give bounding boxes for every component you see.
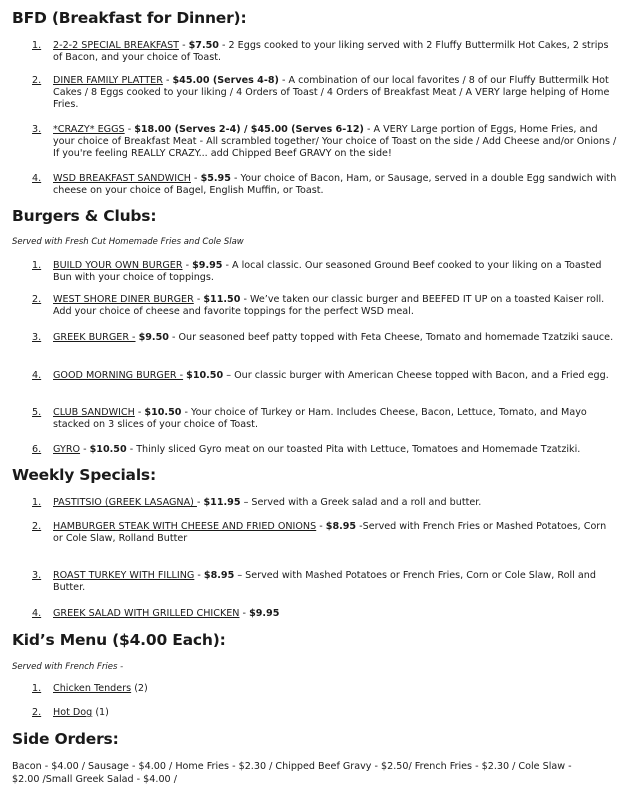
item-number: 3. bbox=[32, 570, 42, 581]
item-name: 2-2-2 SPECIAL BREAKFAST bbox=[53, 40, 180, 51]
item-number: 3. bbox=[32, 332, 42, 343]
item-description: - Thinly sliced Gyro meat on our toasted Pita with Lettuce, Tomatoes and Homemade Tzatziki. bbox=[126, 444, 581, 455]
section-heading-weekly: Weekly Specials: bbox=[12, 466, 156, 484]
item-price: $8.95 bbox=[325, 521, 357, 532]
item-price: $11.50 bbox=[203, 294, 241, 305]
item-description: (1) bbox=[95, 707, 109, 718]
item-number: 4. bbox=[32, 608, 42, 619]
item-description: - Your choice of Bacon, Ham, or Sausage, served in a double Egg sandwich with cheese on your choice of Bagel, English Muffin, or Toast. bbox=[53, 173, 617, 196]
list-item bbox=[32, 707, 617, 719]
item-name: ROAST TURKEY WITH FILLING bbox=[53, 570, 195, 581]
item-description: - We’ve taken our classic burger and BEEFED IT UP on a toasted Kaiser roll. Add your choice of cheese and favorite toppings for the perfect WSD meal. bbox=[53, 294, 605, 317]
item-number: 2. bbox=[32, 521, 42, 532]
item-name: GREEK SALAD WITH GRILLED CHICKEN bbox=[53, 608, 240, 619]
section-heading-burgers: Burgers & Clubs: bbox=[12, 207, 157, 225]
item-name: PASTITSIO (GREEK LASAGNA) bbox=[53, 497, 197, 508]
item-price: $9.95 bbox=[192, 260, 223, 271]
list-item bbox=[32, 370, 617, 382]
item-price: $9.50 bbox=[138, 332, 169, 343]
section-note-kids: Served with French Fries - bbox=[12, 662, 124, 672]
list-item: 6. GYRO - $10.50 - Thinly sliced Gyro meat on our toasted Pita with Lettuce, Tomatoes and Homemade Tzatziki. bbox=[32, 444, 581, 455]
item-name: HAMBURGER STEAK WITH CHEESE AND FRIED ONIONS bbox=[53, 521, 317, 532]
item-name: GOOD MORNING BURGER - bbox=[53, 370, 184, 381]
list-item bbox=[32, 683, 617, 695]
item-name: CLUB SANDWICH bbox=[53, 407, 135, 418]
item-description: - A combination of our local favorites / 8 of our Fluffy Buttermilk Hot Cakes / 8 Eggs cooked to your liking / 4 Orders of Toast / 4 Orders of Breakfast Meat / A VERY large helping of Home Fries. bbox=[53, 75, 610, 110]
item-price: $7.50 bbox=[188, 40, 219, 51]
item-number: 4. bbox=[32, 173, 42, 184]
item-description: (2) bbox=[134, 683, 148, 694]
item-price: $10.50 bbox=[89, 444, 127, 455]
item-name: DINER FAMILY PLATTER bbox=[53, 75, 163, 86]
list-item: 4. GREEK SALAD WITH GRILLED CHICKEN - $9.95 bbox=[32, 608, 280, 619]
item-description: - A VERY Large portion of Eggs, Home Fries, and your choice of Breakfast Meat - All scrambled together/ Your choice of Toast on the side / Add Cheese and/or Onions / If you're feeling REALLY CRAZY... add Chipped Beef GRAVY on the side! bbox=[53, 124, 617, 159]
item-description: - Your choice of Turkey or Ham. Includes Cheese, Bacon, Lettuce, Tomato, and Mayo stacked on 3 slices of your choice of Toast. bbox=[53, 407, 587, 430]
item-name: WEST SHORE DINER BURGER bbox=[53, 294, 194, 305]
item-name: GREEK BURGER - bbox=[53, 332, 136, 343]
item-price: $10.50 bbox=[144, 407, 182, 418]
section-heading-sides: Side Orders: bbox=[12, 730, 119, 748]
item-price: $11.95 bbox=[203, 497, 241, 508]
item-price: $5.95 bbox=[200, 173, 231, 184]
item-name: Chicken Tenders bbox=[53, 683, 132, 694]
item-description: – Served with a Greek salad and a roll and butter. bbox=[240, 497, 482, 508]
item-name: WSD BREAKFAST SANDWICH bbox=[53, 173, 191, 184]
item-number: 5. bbox=[32, 407, 42, 418]
item-number: 2. bbox=[32, 707, 42, 718]
item-name: GYRO bbox=[53, 444, 81, 455]
side-orders-text: Bacon - $4.00 / Sausage - $4.00 / Home Fries - $2.30 / Chipped Beef Gravy - $2.50/ French Fries - $2.30 / Cole Slaw - $2.00 /Small Greek Salad - $4.00 / bbox=[12, 761, 572, 785]
item-number: 6. bbox=[32, 444, 42, 455]
list-item: 5. CLUB SANDWICH - $10.50 - Your choice of Turkey or Ham. Includes Cheese, Bacon, Lettuce, Tomato, and Mayo stacked on 3 slices of your choice of Toast. bbox=[32, 407, 587, 430]
section-heading-kids: Kid’s Menu ($4.00 Each): bbox=[12, 631, 226, 649]
section-note-burgers: Served with Fresh Cut Homemade Fries and Cole Slaw bbox=[12, 237, 244, 247]
item-name: *CRAZY* EGGS bbox=[53, 124, 125, 135]
item-price: $45.00 (Serves 4-8) bbox=[172, 75, 279, 86]
item-number: 2. bbox=[32, 75, 42, 86]
item-description: - Our seasoned beef patty topped with Feta Cheese, Tomato and homemade Tzatziki sauce. bbox=[168, 332, 614, 343]
item-description: - 2 Eggs cooked to your liking served with 2 Fluffy Buttermilk Hot Cakes, 2 strips of Bacon, and your choice of Toast. bbox=[53, 40, 609, 63]
item-number: 4. bbox=[32, 370, 42, 381]
item-name: BUILD YOUR OWN BURGER bbox=[53, 260, 183, 271]
section-heading-bfd: BFD (Breakfast for Dinner): bbox=[12, 9, 247, 27]
item-number: 2. bbox=[32, 294, 42, 305]
item-description: -Served with French Fries or Mashed Potatoes, Corn or Cole Slaw, Rolland Butter bbox=[53, 521, 607, 544]
item-number: 1. bbox=[32, 260, 42, 271]
list-item: 3. *CRAZY* EGGS - $18.00 (Serves 2-4) / $45.00 (Serves 6-12) - A VERY Large portion of Eggs, Home Fries, and your choice of Breakfast Meat - All scrambled together/ Your choice of Toast on the side / Add Cheese and/or Onions / If you're feeling REALLY CRAZY... add Chipped Beef GRAVY on the side! bbox=[32, 124, 617, 159]
list-item: 3. ROAST TURKEY WITH FILLING - $8.95 – Served with Mashed Potatoes or French Fries, Corn or Cole Slaw, Roll and Butter. bbox=[32, 570, 596, 593]
item-name: Hot Dog bbox=[53, 707, 93, 718]
list-item: 2. WEST SHORE DINER BURGER - $11.50 - We’ve taken our classic burger and BEEFED IT UP on a toasted Kaiser roll. Add your choice of cheese and favorite toppings for the perfect WSD meal. bbox=[32, 294, 605, 317]
item-number: 1. bbox=[32, 683, 42, 694]
list-item: 2. HAMBURGER STEAK WITH CHEESE AND FRIED ONIONS - $8.95 -Served with French Fries or Mashed Potatoes, Corn or Cole Slaw, Rolland Butter bbox=[32, 521, 607, 544]
item-description: - A local classic. Our seasoned Ground Beef cooked to your liking on a Toasted Bun with your choice of toppings. bbox=[53, 260, 602, 283]
list-item: 1. PASTITSIO (GREEK LASAGNA) - $11.95 – Served with a Greek salad and a roll and butter. bbox=[32, 497, 482, 508]
item-price: $10.50 bbox=[186, 370, 224, 381]
item-number: 1. bbox=[32, 497, 42, 508]
list-item bbox=[32, 332, 617, 344]
list-item: 1. BUILD YOUR OWN BURGER - $9.95 - A local classic. Our seasoned Ground Beef cooked to your liking on a Toasted Bun with your choice of toppings. bbox=[32, 260, 602, 283]
item-description: – Served with Mashed Potatoes or French Fries, Corn or Cole Slaw, Roll and Butter. bbox=[53, 570, 596, 593]
item-number: 1. bbox=[32, 40, 42, 51]
list-item: 4. WSD BREAKFAST SANDWICH - $5.95 - Your choice of Bacon, Ham, or Sausage, served in a double Egg sandwich with cheese on your choice of Bagel, English Muffin, or Toast. bbox=[32, 173, 617, 196]
item-price: $8.95 bbox=[203, 570, 235, 581]
item-number: 3. bbox=[32, 124, 42, 135]
list-item: 2. DINER FAMILY PLATTER - $45.00 (Serves 4-8) - A combination of our local favorites / 8 of our Fluffy Buttermilk Hot Cakes / 8 Eggs cooked to your liking / 4 Orders of Toast / 4 Orders of Breakfast Meat / A VERY large helping of Home Fries. bbox=[32, 75, 610, 110]
list-item: 1. 2-2-2 SPECIAL BREAKFAST - $7.50 - 2 Eggs cooked to your liking served with 2 Fluffy Buttermilk Hot Cakes, 2 strips of Bacon, and your choice of Toast. bbox=[32, 40, 609, 63]
item-price: $9.95 bbox=[249, 608, 280, 619]
item-description: – Our classic burger with American Cheese topped with Bacon, and a Fried egg. bbox=[223, 370, 609, 381]
item-price: $18.00 (Serves 2-4) / $45.00 (Serves 6-12) bbox=[134, 124, 364, 135]
